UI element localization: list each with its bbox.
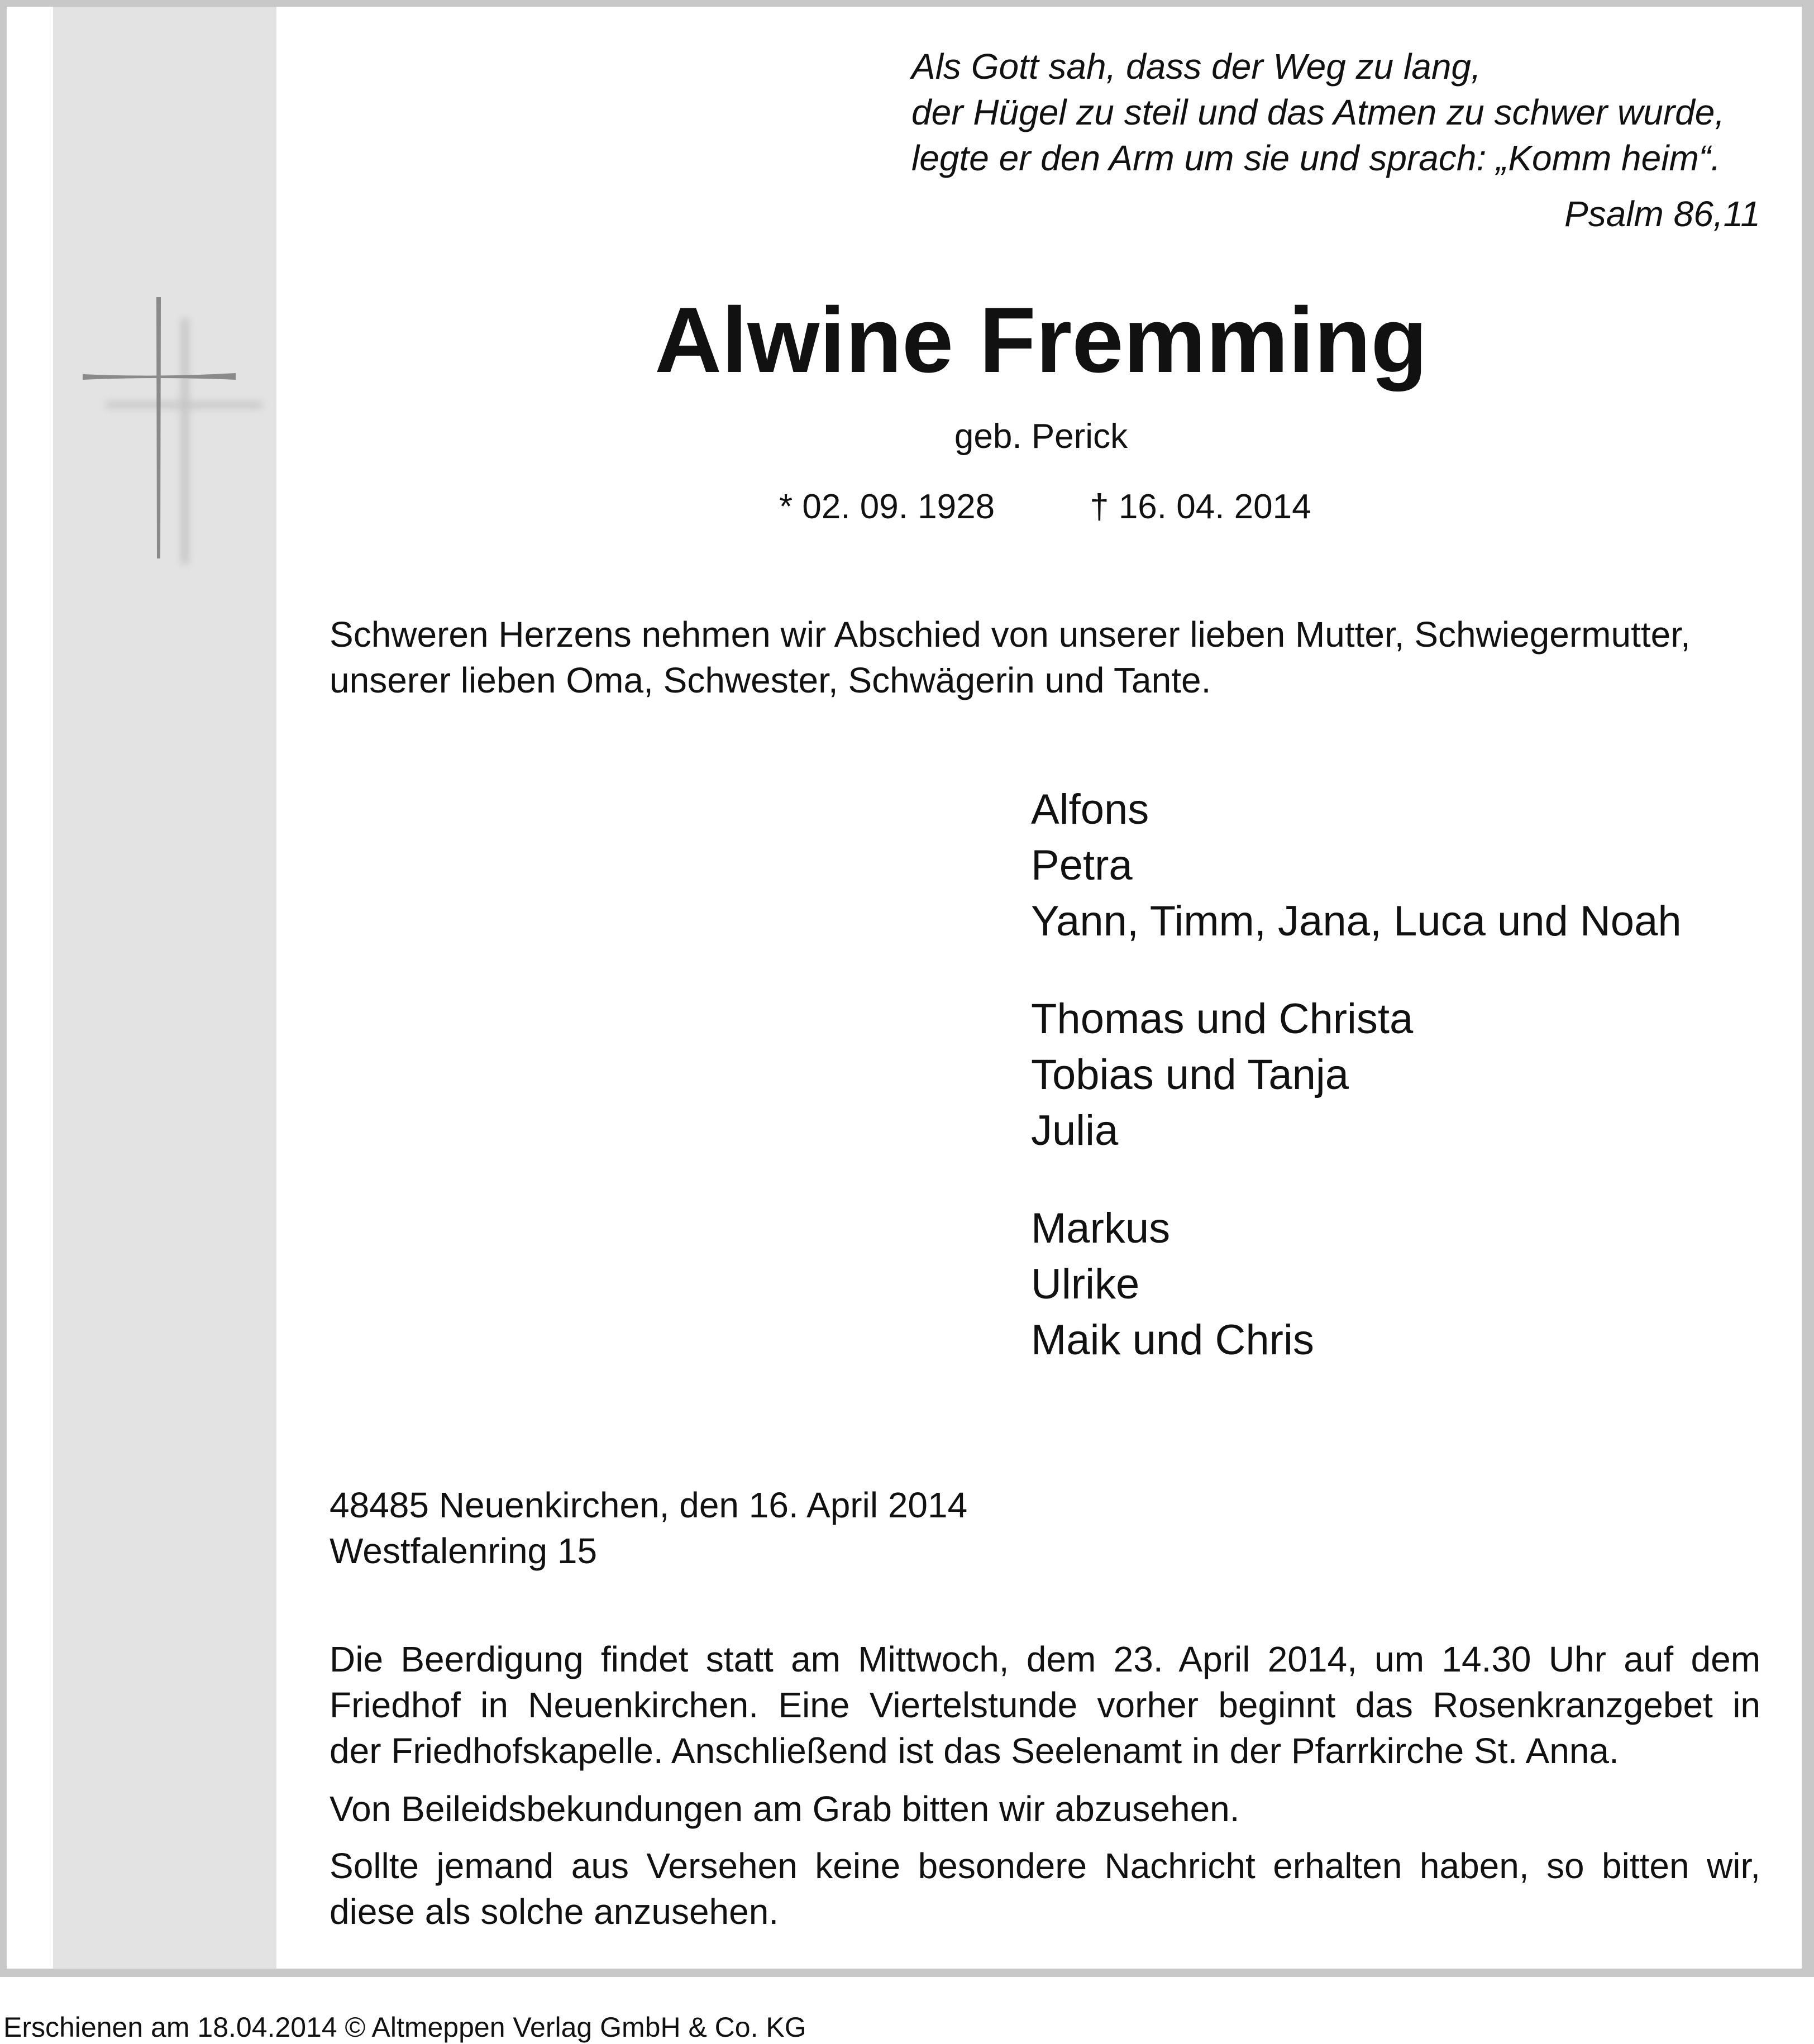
address	[330, 1482, 967, 1574]
intro-line: Schweren Herzens nehmen wir Abschied von unserer lieben Mutter, Schwiegermutter,	[330, 614, 1691, 655]
funeral-line: Die Beerdigung findet statt am Mittwoch, dem 23. April 2014, um 14.30 Uhr auf dem	[330, 1639, 1760, 1679]
notice-note	[330, 1843, 1760, 1935]
family-member: Julia	[1031, 1107, 1119, 1154]
intro-line: unserer lieben Oma, Schwester, Schwägerin und Tante.	[330, 660, 1211, 700]
funeral-line: Friedhof in Neuenkirchen. Eine Viertelstunde vorher beginnt das Rosenkranzgebet in	[330, 1685, 1760, 1725]
death-date: † 16. 04. 2014	[1090, 488, 1311, 526]
family-member: Thomas und Christa	[1031, 995, 1414, 1043]
publication-footer: Erschienen am 18.04.2014 © Altmeppen Verlag GmbH & Co. KG	[3, 2012, 806, 2043]
family-group	[1031, 1201, 1314, 1368]
family-member: Markus	[1031, 1205, 1171, 1252]
family-member: Petra	[1031, 842, 1133, 889]
intro-text	[330, 612, 1691, 703]
family-member: Ulrike	[1031, 1260, 1140, 1308]
family-member: Tobias und Tanja	[1031, 1051, 1349, 1099]
family-group	[1031, 991, 1413, 1159]
quote-line: legte er den Arm um sie und sprach: „Komm heim“.	[911, 138, 1721, 178]
address-line: Westfalenring 15	[330, 1531, 598, 1571]
notice-line: Sollte jemand aus Versehen keine besondere Nachricht erhalten haben, so bitten wir,	[330, 1846, 1760, 1886]
quote-line: Als Gott sah, dass der Weg zu lang,	[911, 46, 1481, 87]
family-member: Maik und Chris	[1031, 1316, 1314, 1364]
birth-date: * 02. 09. 1928	[779, 488, 995, 526]
address-line: 48485 Neuenkirchen, den 16. April 2014	[330, 1485, 968, 1525]
funeral-info	[330, 1636, 1760, 1774]
quote	[911, 44, 1760, 181]
funeral-line: der Friedhofskapelle. Anschließend ist das Seelenamt in der Pfarrkirche St. Anna.	[330, 1731, 1619, 1771]
quote-line: der Hügel zu steil und das Atmen zu schwer wurde,	[911, 92, 1725, 132]
deceased-name: Alwine Fremming	[655, 289, 1428, 392]
family-member: Yann, Timm, Jana, Luca und Noah	[1031, 897, 1682, 945]
family-member: Alfons	[1031, 786, 1149, 833]
notice-line: diese als solche anzusehen.	[330, 1892, 779, 1932]
family-group	[1031, 782, 1682, 949]
life-dates	[779, 485, 1311, 529]
quote-source: Psalm 86,11	[1564, 194, 1760, 234]
birth-name: geb. Perick	[954, 417, 1128, 456]
condolence-note: Von Beileidsbekundungen am Grab bitten wir abzusehen.	[330, 1789, 1240, 1829]
